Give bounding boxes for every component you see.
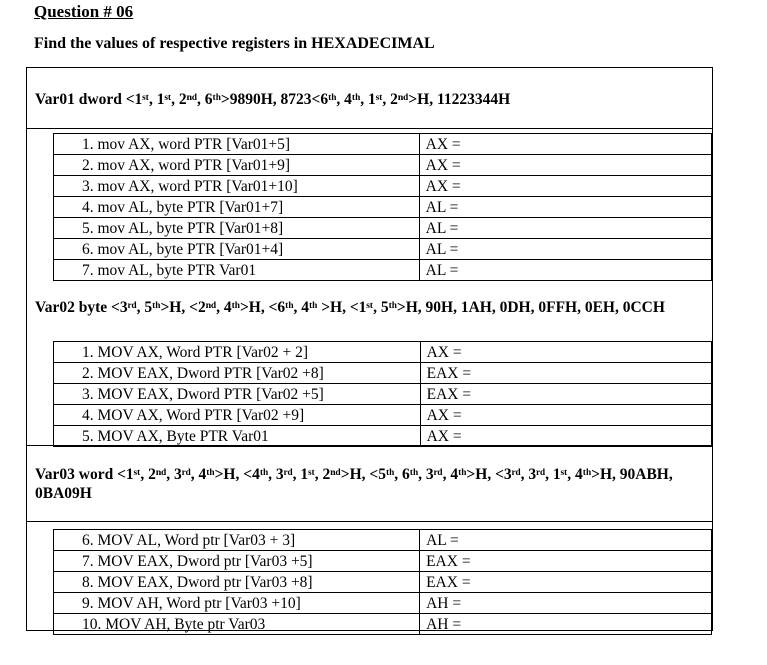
table-row [54,426,712,447]
table-row [54,551,712,572]
divider [27,521,712,522]
instruction-cell: 1. mov AX, word PTR [Var01+5] [54,134,420,155]
var03-declaration: Var03 word <1ˢᵗ, 2ⁿᵈ, 3ʳᵈ, 4ᵗʰ>H, <4ᵗʰ, 3ʳᵈ, 1ˢᵗ, 2ⁿᵈ>H, <5ᵗʰ, 6ᵗʰ, 3ʳᵈ, 4ᵗʰ>H, <3ʳᵈ, 3ʳᵈ, 1ˢᵗ, 4ᵗʰ>H, 90ABH, 0BA09H [35,466,673,502]
register-cell: EAX = [420,572,712,593]
register-cell: AL = [419,260,711,281]
var01-declaration: Var01 dword <1ˢᵗ, 1ˢᵗ, 2ⁿᵈ, 6ᵗʰ>9890H, 8723<6ᵗʰ, 4ᵗʰ, 1ˢᵗ, 2ⁿᵈ>H, 11223344H [35,91,511,108]
table-row [54,363,712,384]
register-cell: AX = [420,405,711,426]
register-cell: AX = [419,155,711,176]
table-row [54,342,712,363]
divider [27,128,712,129]
instruction-cell: 5. MOV AX, Byte PTR Var01 [54,426,421,447]
instruction-cell: 2. MOV EAX, Dword PTR [Var02 +8] [54,363,421,384]
table-row [54,260,712,281]
var01-table [53,133,712,281]
table-row [54,530,712,551]
register-cell: AH = [420,593,712,614]
register-cell: EAX = [420,384,711,405]
var02-declaration: Var02 byte <3ʳᵈ, 5ᵗʰ>H, <2ⁿᵈ, 4ᵗʰ>H, <6ᵗʰ, 4ᵗʰ >H, <1ˢᵗ, 5ᵗʰ>H, 90H, 1AH, 0DH, 0FFH, 0EH, 0CCH [35,299,665,316]
instruction-cell: 7. MOV EAX, Dword ptr [Var03 +5] [54,551,420,572]
question-title: Question # 06 [34,2,134,21]
instruction-cell: 9. MOV AH, Word ptr [Var03 +10] [54,593,420,614]
register-cell: EAX = [420,551,712,572]
instruction-cell: 1. MOV AX, Word PTR [Var02 + 2] [54,342,421,363]
table-row [54,197,712,218]
table-row [54,614,712,635]
instruction-cell: 6. mov AL, byte PTR [Var01+4] [54,239,420,260]
instruction-cell: 7. mov AL, byte PTR Var01 [54,260,420,281]
register-cell: AL = [419,197,711,218]
table-row [54,155,712,176]
table-row [54,405,712,426]
register-cell: AL = [420,530,712,551]
instruction-cell: 3. MOV EAX, Dword PTR [Var02 +5] [54,384,421,405]
register-cell: AL = [419,218,711,239]
var02-table [53,341,712,447]
register-cell: AL = [419,239,711,260]
register-cell: EAX = [420,363,711,384]
instruction-cell: 8. MOV EAX, Dword ptr [Var03 +8] [54,572,420,593]
question-frame [26,67,713,631]
table-row [54,572,712,593]
table-row [54,176,712,197]
register-cell: AX = [419,134,711,155]
var03-table [53,529,712,635]
register-cell: AH = [420,614,712,635]
instruction-cell: 4. MOV AX, Word PTR [Var02 +9] [54,405,421,426]
divider [27,445,712,446]
register-cell: AX = [420,426,711,447]
instruction-cell: 2. mov AX, word PTR [Var01+9] [54,155,420,176]
instruction-cell: 4. mov AL, byte PTR [Var01+7] [54,197,420,218]
register-cell: AX = [419,176,711,197]
table-row [54,239,712,260]
table-row [54,134,712,155]
instruction-cell: 10. MOV AH, Byte ptr Var03 [54,614,420,635]
table-row [54,593,712,614]
table-row [54,218,712,239]
instruction-cell: 6. MOV AL, Word ptr [Var03 + 3] [54,530,420,551]
instruction-text: Find the values of respective registers in HEXADECIMAL [34,35,435,52]
table-row [54,384,712,405]
instruction-cell: 5. mov AL, byte PTR [Var01+8] [54,218,420,239]
instruction-cell: 3. mov AX, word PTR [Var01+10] [54,176,420,197]
register-cell: AX = [420,342,711,363]
